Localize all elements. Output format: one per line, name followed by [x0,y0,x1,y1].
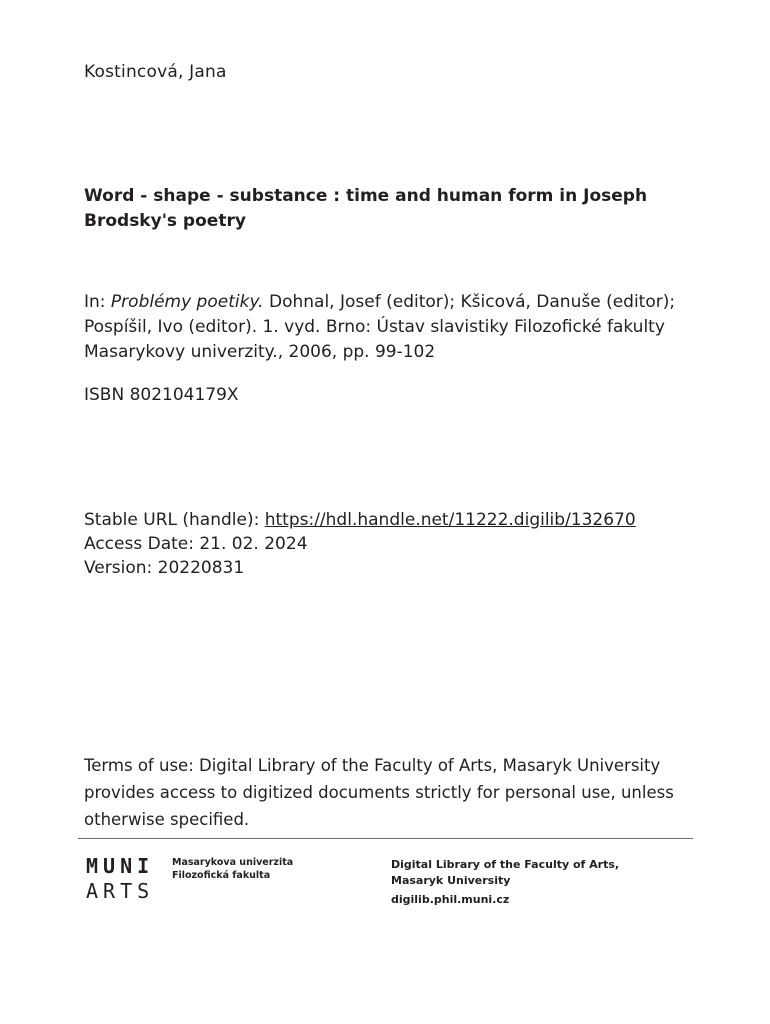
logo-arts: ARTS [86,879,155,903]
university-line2: Filozofická fakulta [172,870,271,881]
stable-info [84,508,636,580]
stable-url-link[interactable]: https://hdl.handle.net/11222.digilib/132670 [264,510,636,530]
library-name [391,857,619,889]
library-line1: Digital Library of the Faculty of Arts, [391,858,620,871]
muni-arts-logo [86,854,154,904]
citation [84,290,704,365]
citation-details: Dohnal, Josef (editor); Kšicová, Danuše (editor); Pospíšil, Ivo (editor). 1. vyd. Brno: Ústav slavistiky Filozofické fakulty Masarykovy univerzity., 2006, pp. 99-102 [84,292,676,362]
version: Version: 20220831 [84,558,245,578]
terms-of-use: Terms of use: Digital Library of the Faculty of Arts, Masaryk University provides access to digitized documents strictly for personal use, unless otherwise specified. [84,756,674,829]
university-name [172,856,293,882]
footer-divider [78,838,693,839]
stable-url-label: Stable URL (handle): [84,510,265,530]
citation-prefix: In: [84,292,111,312]
access-date: Access Date: 21. 02. 2024 [84,534,308,554]
isbn: ISBN 802104179X [84,385,239,405]
logo-muni: MUNI [86,854,155,878]
document-title: Word - shape - substance : time and human form in Joseph Brodsky's poetry [84,186,648,231]
citation-journal: Problémy poetiky. [110,292,264,312]
stable-url-line [84,508,636,532]
library-url[interactable]: digilib.phil.muni.cz [391,893,510,906]
library-line2: Masaryk University [391,874,511,887]
author-name: Kostincová, Jana [84,62,227,82]
university-line1: Masarykova univerzita [172,857,294,868]
